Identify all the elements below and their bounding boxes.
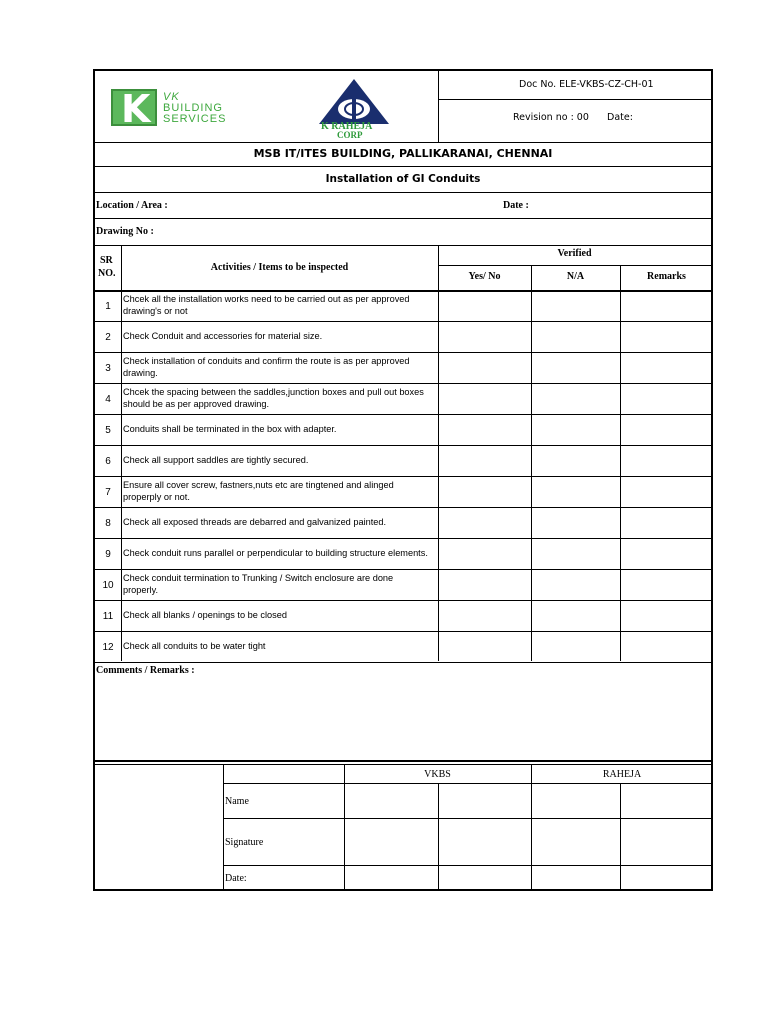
yes-no-header: Yes/ No xyxy=(468,271,501,282)
header-date-label: Date: xyxy=(607,112,633,123)
row-number: 5 xyxy=(105,425,111,436)
row-activity-line1: Check installation of conduits and confirm the route is as per approved xyxy=(123,356,410,366)
row-activity-line1: Ensure all cover screw, fastners,nuts etc are tingtened and alinged xyxy=(123,480,394,490)
signoff-date-label: Date: xyxy=(225,873,247,884)
vk-logo-text-3: SERVICES xyxy=(163,113,227,125)
row-activity-line2: properply or not. xyxy=(123,492,190,502)
row-number: 7 xyxy=(105,487,111,498)
row-number: 1 xyxy=(105,301,111,312)
row-activity-line2: drawing's or not xyxy=(123,306,188,316)
row-activity-line2: should be as per approved drawing. xyxy=(123,399,270,409)
raheja-triangle-icon xyxy=(317,77,391,125)
form-subtitle: Installation of GI Conduits xyxy=(325,173,481,185)
name-label: Name xyxy=(225,796,249,807)
vk-logo-text-1: VK xyxy=(163,91,180,103)
row-activity-line1: Check all conduits to be water tight xyxy=(123,641,266,651)
raheja-logo-text-2: CORP xyxy=(337,130,363,140)
row-number: 2 xyxy=(105,332,111,343)
na-header: N/A xyxy=(566,271,585,282)
vkbs-header: VKBS xyxy=(424,769,451,780)
row-activity-line1: Chcek all the installation works need to be carried out as per approved xyxy=(123,294,410,304)
row-activity-line1: Check conduit termination to Trunking / Switch enclosure are done xyxy=(123,573,394,583)
row-activity-line2: properly. xyxy=(123,585,159,595)
date-label: Date : xyxy=(503,200,529,211)
row-number: 4 xyxy=(105,394,111,405)
row-number: 9 xyxy=(105,549,111,560)
signature-label: Signature xyxy=(225,837,264,848)
vk-logo-letter: K xyxy=(121,87,151,131)
revision-number: Revision no : 00 xyxy=(513,112,589,123)
row-activity-line1: Check all support saddles are tightly secured. xyxy=(123,455,309,465)
vk-building-services-logo xyxy=(111,89,241,129)
row-activity-line1: Chcek the spacing between the saddles,junction boxes and pull out boxes xyxy=(123,387,424,397)
row-activity-line1: Check all blanks / openings to be closed xyxy=(123,610,287,620)
row-activity-line1: Check conduit runs parallel or perpendicular to building structure elements. xyxy=(123,548,428,558)
raheja-logo-text-1: K RAHEJA xyxy=(321,121,373,132)
drawing-no-label: Drawing No : xyxy=(96,226,154,237)
row-number: 8 xyxy=(105,518,111,529)
sr-header-line1: SR xyxy=(100,255,113,266)
form-title: MSB IT/ITES BUILDING, PALLIKARANAI, CHENNAI xyxy=(253,147,553,160)
vk-logo-text-2: BUILDING xyxy=(163,102,223,114)
row-number: 12 xyxy=(102,642,114,653)
k-raheja-corp-logo xyxy=(317,77,391,139)
row-activity-line1: Check all exposed threads are debarred and galvanized painted. xyxy=(123,517,387,527)
location-area-label: Location / Area : xyxy=(96,200,168,211)
row-activity-line2: drawing. xyxy=(123,368,158,378)
vk-logo-mark xyxy=(111,87,157,131)
verified-header: Verified xyxy=(557,248,592,259)
row-number: 3 xyxy=(105,363,111,374)
row-number: 10 xyxy=(102,580,114,591)
row-number: 11 xyxy=(102,611,114,622)
raheja-header: RAHEJA xyxy=(602,769,642,780)
activities-header: Activities / Items to be inspected xyxy=(210,262,349,273)
inspection-checklist-form xyxy=(93,69,713,891)
sr-header-line2: NO. xyxy=(98,268,116,279)
row-activity-line1: Check Conduit and accessories for material size. xyxy=(123,331,323,341)
row-number: 6 xyxy=(105,456,111,467)
comments-remarks-label: Comments / Remarks : xyxy=(96,665,195,676)
doc-number: Doc No. ELE-VKBS-CZ-CH-01 xyxy=(519,79,654,90)
row-activity-line1: Conduits shall be terminated in the box with adapter. xyxy=(123,424,337,434)
remarks-header: Remarks xyxy=(647,271,686,282)
